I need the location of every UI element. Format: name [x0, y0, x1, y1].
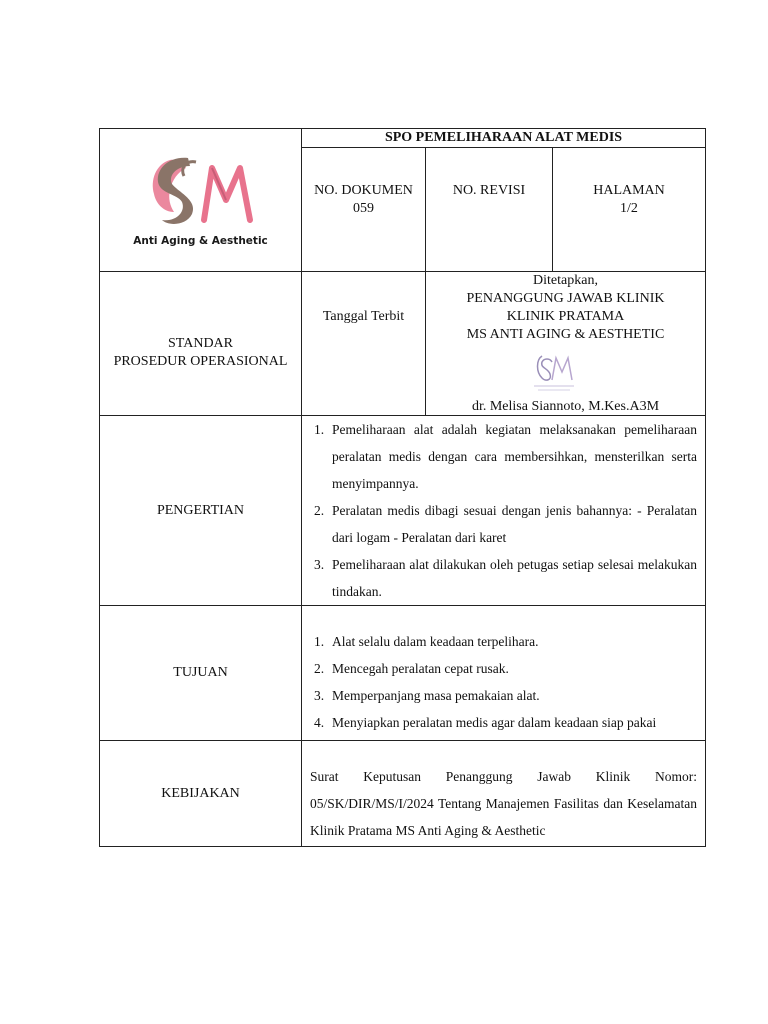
- approval-cell: [426, 272, 706, 416]
- tujuan-content-cell: [302, 606, 706, 741]
- kebijakan-content-cell: [302, 741, 706, 847]
- list-item: 2. Peralatan medis dibagi sesuai dengan jenis bahannya: - Peralatan dari logam - Peralatan dari karet: [314, 503, 697, 545]
- no-dokumen-label: NO. DOKUMEN: [314, 183, 413, 198]
- no-dokumen-value: 059: [353, 201, 374, 216]
- halaman-cell: [553, 148, 706, 272]
- prosedur-operasional-label: PROSEDUR OPERASIONAL: [113, 353, 288, 369]
- tanggal-terbit-label: Tanggal Terbit: [322, 308, 405, 324]
- klinik-pratama-label: KLINIK PRATAMA: [506, 309, 625, 324]
- document-title: SPO PEMELIHARAAN ALAT MEDIS: [302, 129, 706, 148]
- clinic-logo: [126, 150, 276, 250]
- tujuan-list: [302, 606, 705, 736]
- kebijakan-label: KEBIJAKAN: [161, 785, 240, 801]
- tanggal-terbit-cell: [302, 272, 426, 416]
- logo-caption: Anti Aging & Aesthetic: [133, 235, 268, 247]
- no-revisi-label: NO. REVISI: [452, 183, 526, 198]
- no-dokumen-cell: [302, 148, 426, 272]
- clinic-name-label: MS ANTI AGING & AESTHETIC: [466, 327, 665, 342]
- list-item: 1. Alat selalu dalam keadaan terpelihara.: [314, 634, 539, 649]
- halaman-label: HALAMAN: [593, 183, 665, 198]
- kebijakan-text: Surat Keputusan Penanggung Jawab Klinik Nomor: 05/SK/DIR/MS/I/2024 Tentang Manajemen Fasilitas dan Keselamatan Klinik Pratama MS Anti Aging & Aesthetic: [310, 769, 697, 838]
- signature-stamp-icon: [526, 350, 582, 394]
- penanggung-jawab-label: PENANGGUNG JAWAB KLINIK: [466, 291, 665, 306]
- pengertian-label-cell: [100, 416, 302, 606]
- list-item: 2. Mencegah peralatan cepat rusak.: [314, 661, 509, 676]
- list-item: 3. Memperpanjang masa pemakaian alat.: [314, 688, 540, 703]
- ms-monogram-icon: [126, 150, 276, 232]
- tujuan-label-cell: [100, 606, 302, 741]
- list-item: 1. Pemeliharaan alat adalah kegiatan melaksanakan pemeliharaan peralatan medis dengan cara membersihkan, mensterilkan serta menyimpannya.: [314, 422, 697, 491]
- tujuan-label: TUJUAN: [173, 665, 228, 680]
- no-revisi-cell: [426, 148, 553, 272]
- halaman-value: 1/2: [620, 201, 638, 216]
- list-item: 4. Menyiapkan peralatan medis agar dalam keadaan siap pakai: [314, 715, 657, 730]
- spo-document-table: [99, 128, 706, 847]
- list-item: 3. Pemeliharaan alat dilakukan oleh petugas setiap selesai melakukan tindakan.: [314, 557, 697, 599]
- logo-cell: [100, 129, 302, 272]
- ditetapkan-label: Ditetapkan,: [533, 273, 598, 288]
- pengertian-label: PENGERTIAN: [156, 502, 245, 518]
- kebijakan-label-cell: [100, 741, 302, 847]
- pengertian-content-cell: [302, 416, 706, 606]
- standar-label: STANDAR: [168, 335, 233, 351]
- pengertian-list: [302, 416, 705, 605]
- signer-name: dr. Melisa Siannoto, M.Kes.A3M: [471, 399, 660, 414]
- standar-cell: [100, 272, 302, 416]
